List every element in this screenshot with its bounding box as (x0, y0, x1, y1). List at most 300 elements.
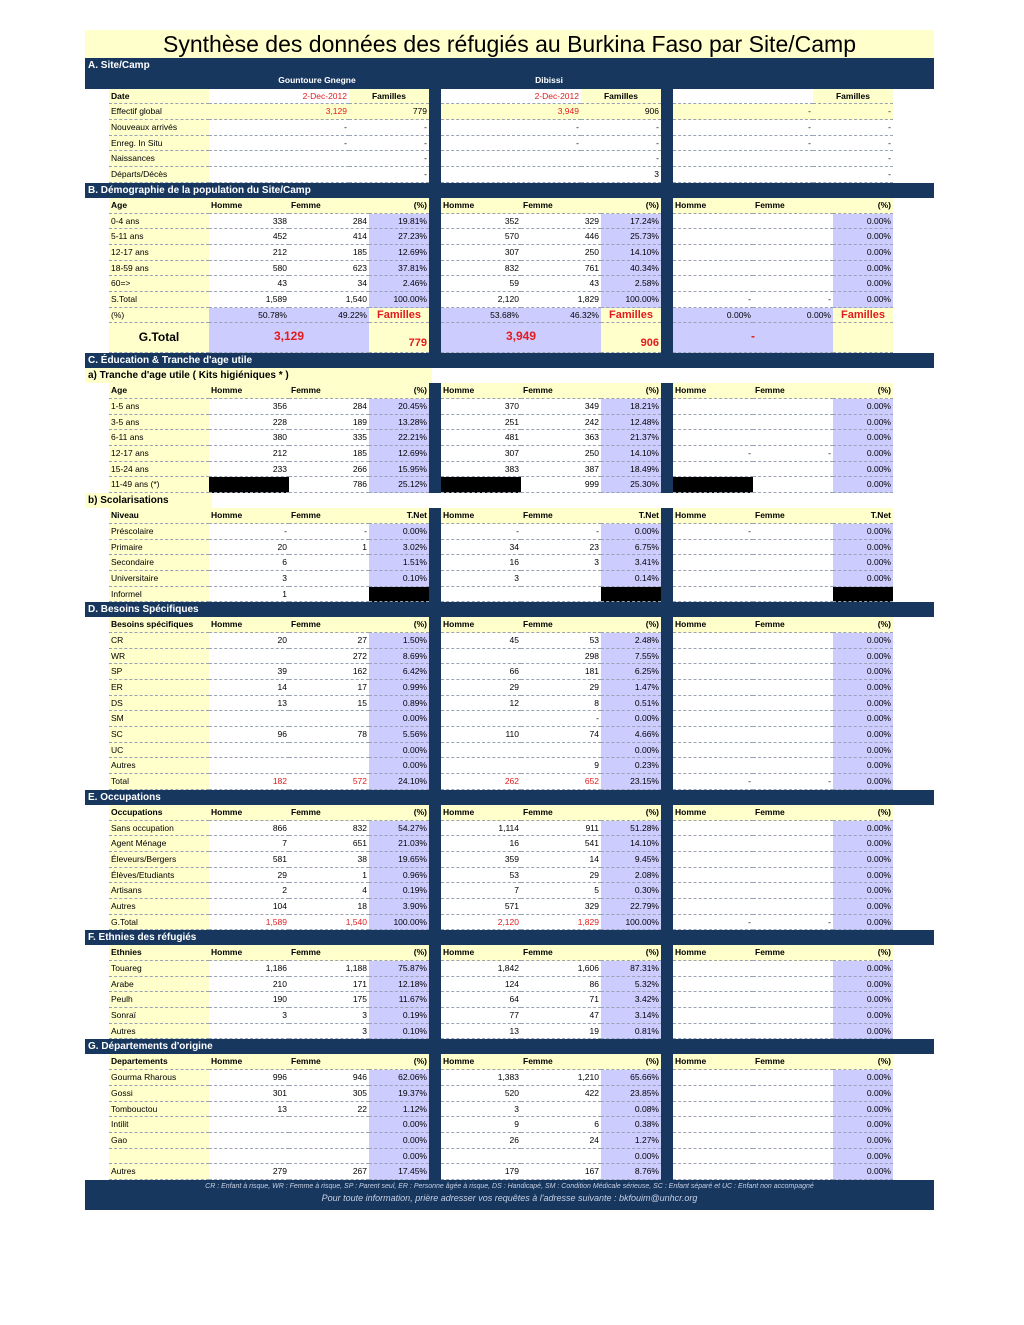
familles-total: 906 (601, 323, 661, 353)
homme-value (209, 711, 289, 727)
occup-row (85, 883, 934, 899)
femme-value (753, 961, 833, 977)
homme-value: 307 (441, 245, 521, 261)
homme-value: - (673, 774, 753, 790)
pct-value: 0.00% (833, 1164, 893, 1180)
pct-value: 0.51% (601, 696, 661, 712)
row-index (85, 587, 109, 603)
femme-value (753, 836, 833, 852)
homme-value: 2,120 (441, 292, 521, 308)
depts-row (85, 1164, 934, 1180)
femme-value: 46.32% (521, 308, 601, 324)
homme-value: 43 (209, 276, 289, 292)
pct-value: 0.00% (369, 1133, 429, 1149)
pct-value: 9.45% (601, 852, 661, 868)
homme-value (441, 587, 521, 603)
pct-value: 0.00% (833, 214, 893, 230)
homme-header: Homme (209, 945, 289, 961)
homme-value: 3 (441, 1102, 521, 1118)
row-index: 4) (87, 1010, 95, 1021)
row-index (85, 136, 109, 152)
homme-header: Homme (441, 945, 521, 961)
pct-value: 25.73% (601, 229, 661, 245)
trancheutile-row (85, 446, 934, 462)
homme-value (673, 1164, 753, 1180)
pct-value: 6.42% (369, 664, 429, 680)
footnote: CR : Enfant à risque, WR : Femme à risque, SP : Parent seul, ER : Personne âgée à risque, DS : Handicapé, SM : Condition Médicale sérieuse, SC : Enfant séparé et UC : Enfant non accompagné (85, 1180, 934, 1191)
femme-header: Femme (753, 617, 833, 633)
row-index (85, 1054, 109, 1070)
demo-row (85, 229, 934, 245)
pct-header: (%) (833, 1054, 893, 1070)
homme-value: 520 (441, 1086, 521, 1102)
pct-value: 0.00% (833, 649, 893, 665)
depts-row (85, 1102, 934, 1118)
familles-value: - (581, 136, 661, 152)
pct-value: 0.00% (833, 992, 893, 1008)
demo-row (85, 308, 934, 324)
homme-value: 383 (441, 462, 521, 478)
homme-value: 380 (209, 430, 289, 446)
pct-value: 4.66% (601, 727, 661, 743)
pct-value: 0.00% (369, 743, 429, 759)
homme-header: Homme (441, 617, 521, 633)
pct-value: Familles (369, 308, 429, 324)
sheet-content (85, 58, 934, 1180)
occup-header-row (85, 805, 934, 821)
demo-row (85, 214, 934, 230)
pct-value (833, 587, 893, 603)
femme-value (289, 711, 369, 727)
column-head: Niveau (109, 508, 209, 524)
row-label: Autres (109, 1024, 209, 1040)
site-value: - (441, 120, 581, 136)
homme-value (673, 649, 753, 665)
homme-value: 9 (441, 1117, 521, 1133)
homme-value (441, 758, 521, 774)
section-b-header: B. Démographie de la population du Site/Camp (85, 183, 934, 198)
homme-value: 39 (209, 664, 289, 680)
pct-value: 21.37% (601, 430, 661, 446)
femme-value: 651 (289, 836, 369, 852)
femme-value (753, 1149, 833, 1165)
subsection-a-header: a) Tranche d'age utile ( Kits higiéniques * ) (85, 368, 432, 383)
besoins-row (85, 680, 934, 696)
femme-header: Femme (753, 805, 833, 821)
homme-value: 96 (209, 727, 289, 743)
pct-value: 62.06% (369, 1070, 429, 1086)
pct-value: 1.51% (369, 555, 429, 571)
femme-value: 1,540 (289, 915, 369, 931)
homme-header: Homme (673, 945, 753, 961)
femme-value (753, 977, 833, 993)
homme-value (673, 758, 753, 774)
row-index: 2) (87, 1087, 95, 1098)
row-index (85, 524, 109, 540)
occup-row (85, 852, 934, 868)
homme-value: - (673, 446, 753, 462)
row-index (85, 540, 109, 556)
femme-value: 1,606 (521, 961, 601, 977)
homme-value (673, 399, 753, 415)
site-value: - (673, 104, 813, 120)
pct-value: 13.28% (369, 415, 429, 431)
femme-value (753, 899, 833, 915)
pct-value: 3.41% (601, 555, 661, 571)
site-value (441, 167, 581, 183)
homme-value: 1,114 (441, 821, 521, 837)
site-value: - (441, 136, 581, 152)
pct-value: 11.67% (369, 992, 429, 1008)
homme-header: Homme (209, 1054, 289, 1070)
femme-value: 74 (521, 727, 601, 743)
femme-value (753, 261, 833, 277)
pct-header: (%) (601, 198, 661, 214)
femme-header: Femme (753, 508, 833, 524)
femme-value (753, 992, 833, 1008)
row-label: DS (109, 696, 209, 712)
pct-header: (%) (601, 383, 661, 399)
row-index (85, 571, 109, 587)
homme-value: 370 (441, 399, 521, 415)
row-index: 1) (87, 963, 95, 973)
familles-value: - (813, 151, 893, 167)
pct-value: 25.12% (369, 477, 429, 493)
row-label: Autres (109, 1164, 209, 1180)
homme-value: 352 (441, 214, 521, 230)
femme-header: Femme (289, 1054, 369, 1070)
homme-value (441, 743, 521, 759)
pct-value: 0.00% (833, 1008, 893, 1024)
homme-value (673, 711, 753, 727)
row-label: 5-11 ans (109, 229, 209, 245)
homme-value: 356 (209, 399, 289, 415)
femme-value (753, 1133, 833, 1149)
homme-value (209, 1117, 289, 1133)
row-index: 8) (87, 744, 95, 755)
row-label: 60=> (109, 276, 209, 292)
pct-value: 14.10% (601, 836, 661, 852)
besoins-row (85, 774, 934, 790)
pct-value: 23.85% (601, 1086, 661, 1102)
femme-value: 250 (521, 446, 601, 462)
homme-value: 262 (441, 774, 521, 790)
row-label: 1-5 ans (109, 399, 209, 415)
row-index (85, 945, 109, 961)
homme-header: Homme (673, 617, 753, 633)
pct-value: 0.00% (833, 446, 893, 462)
row-label: 18-59 ans (109, 261, 209, 277)
pct-value: 0.00% (833, 758, 893, 774)
homme-value (673, 1008, 753, 1024)
femme-value (753, 696, 833, 712)
familles-header: Familles (581, 89, 661, 105)
pct-value: 0.38% (601, 1117, 661, 1133)
row-label: Primaire (109, 540, 209, 556)
homme-value: 34 (441, 540, 521, 556)
pct-value: 17.45% (369, 1164, 429, 1180)
row-index: 3) (87, 994, 95, 1005)
depts-row (85, 1086, 934, 1102)
homme-value (673, 430, 753, 446)
besoins-row (85, 633, 934, 649)
femme-value: 652 (521, 774, 601, 790)
pct-value: 0.00% (833, 836, 893, 852)
date-value: 2-Dec-2012 (209, 89, 349, 105)
homme-value: - (673, 292, 753, 308)
pct-value: 0.00% (833, 727, 893, 743)
femme-value: 1,829 (521, 292, 601, 308)
demo-row (85, 261, 934, 277)
row-index (85, 167, 109, 183)
homme-value (673, 1133, 753, 1149)
occup-row (85, 868, 934, 884)
homme-value: - (441, 524, 521, 540)
femme-header: Femme (753, 945, 833, 961)
homme-value: 29 (209, 868, 289, 884)
femme-header: Femme (289, 383, 369, 399)
pct-value: 51.28% (601, 821, 661, 837)
row-index: 5) (87, 1025, 95, 1036)
row-index (85, 774, 109, 790)
pct-value: 20.45% (369, 399, 429, 415)
row-index: 1) (87, 634, 95, 645)
column-head: Besoins spécifiques (109, 617, 209, 633)
homme-value (673, 229, 753, 245)
pct-header: T.Net (601, 508, 661, 524)
femme-value (289, 1133, 369, 1149)
familles-value: 906 (581, 104, 661, 120)
site-value: 3,129 (209, 104, 349, 120)
pct-value: 17.24% (601, 214, 661, 230)
pct-value: 0.00% (601, 743, 661, 759)
pct-value: 2.58% (601, 276, 661, 292)
demo-row (85, 292, 934, 308)
pct-value: 0.00% (833, 1070, 893, 1086)
pct-value (601, 587, 661, 603)
homme-value: 182 (209, 774, 289, 790)
homme-value: - (209, 524, 289, 540)
femme-value: 1 (289, 540, 369, 556)
pct-value: 0.10% (369, 571, 429, 587)
homme-value: 1,589 (209, 915, 289, 931)
femme-value (753, 1024, 833, 1040)
pct-value: 0.00% (833, 664, 893, 680)
row-label: Sonraï (109, 1008, 209, 1024)
site-value: - (209, 136, 349, 152)
homme-value: 13 (441, 1024, 521, 1040)
row-label: G.Total (109, 915, 209, 931)
column-head: Age (109, 383, 209, 399)
homme-value: 66 (441, 664, 521, 680)
femme-value: 19 (521, 1024, 601, 1040)
homme-value: 2 (209, 883, 289, 899)
row-label: Universitaire (109, 571, 209, 587)
pct-value: 22.79% (601, 899, 661, 915)
row-label: Naissances (109, 151, 209, 167)
femme-value: 8 (521, 696, 601, 712)
homme-value: 1 (209, 587, 289, 603)
homme-value: 16 (441, 836, 521, 852)
homme-value: 29 (441, 680, 521, 696)
femme-value: 387 (521, 462, 601, 478)
pct-value: 0.00% (833, 852, 893, 868)
pct-header: (%) (833, 945, 893, 961)
homme-value: 13 (209, 1102, 289, 1118)
gtotal-value: - (673, 323, 833, 353)
row-label: SM (109, 711, 209, 727)
pct-value: 0.00% (833, 711, 893, 727)
ethnies-row (85, 992, 934, 1008)
row-index (85, 276, 109, 292)
femme-header: Femme (521, 198, 601, 214)
depts-row (85, 1133, 934, 1149)
site-row (85, 120, 934, 136)
pct-value: 0.00% (833, 555, 893, 571)
homme-value: 481 (441, 430, 521, 446)
row-label: 12-17 ans (109, 446, 209, 462)
row-label: Préscolaire (109, 524, 209, 540)
pct-value: Familles (601, 308, 661, 324)
femme-value: 284 (289, 214, 369, 230)
femme-value (521, 1102, 601, 1118)
occup-row (85, 899, 934, 915)
homme-header: Homme (673, 1054, 753, 1070)
pct-value: 0.00% (833, 743, 893, 759)
homme-header: Homme (441, 383, 521, 399)
femme-value: 29 (521, 680, 601, 696)
pct-value: 0.81% (601, 1024, 661, 1040)
homme-value: 251 (441, 415, 521, 431)
familles-value: - (349, 120, 429, 136)
row-label: Élèves/Etudiants (109, 868, 209, 884)
homme-value: 0.00% (673, 308, 753, 324)
site-value (673, 167, 813, 183)
pct-value: 0.23% (601, 758, 661, 774)
pct-value: 2.48% (601, 633, 661, 649)
pct-value: 100.00% (601, 292, 661, 308)
column-head: Ethnies (109, 945, 209, 961)
section-g-header: G. Départements d'origine (85, 1039, 934, 1054)
femme-value: 22 (289, 1102, 369, 1118)
pct-value: 0.00% (833, 1117, 893, 1133)
row-index (85, 508, 109, 524)
femme-value: 623 (289, 261, 369, 277)
femme-value (289, 571, 369, 587)
row-label: Enreg. In Situ (109, 136, 209, 152)
femme-header: Femme (289, 805, 369, 821)
femme-value: 284 (289, 399, 369, 415)
besoins-row (85, 696, 934, 712)
homme-value: 580 (209, 261, 289, 277)
row-index (85, 198, 109, 214)
row-label: 3-5 ans (109, 415, 209, 431)
pct-header: (%) (369, 383, 429, 399)
femme-value: 24 (521, 1133, 601, 1149)
homme-value (441, 477, 521, 493)
pct-value: 65.66% (601, 1070, 661, 1086)
pct-header: (%) (833, 805, 893, 821)
homme-value: 20 (209, 540, 289, 556)
femme-header: Femme (521, 383, 601, 399)
homme-value (673, 540, 753, 556)
homme-value (673, 836, 753, 852)
besoins-row (85, 758, 934, 774)
homme-value: 359 (441, 852, 521, 868)
pct-value: 0.30% (601, 883, 661, 899)
femme-value: 23 (521, 540, 601, 556)
homme-value: 26 (441, 1133, 521, 1149)
femme-value: 185 (289, 245, 369, 261)
pct-value: 14.10% (601, 245, 661, 261)
homme-value: 279 (209, 1164, 289, 1180)
pct-value: 3.42% (601, 992, 661, 1008)
homme-value: 3 (441, 571, 521, 587)
row-index: 4) (87, 869, 95, 880)
homme-value: 64 (441, 992, 521, 1008)
row-label: 0-4 ans (109, 214, 209, 230)
pct-value: 19.65% (369, 852, 429, 868)
homme-value: 233 (209, 462, 289, 478)
pct-value: 37.81% (369, 261, 429, 277)
pct-value: 24.10% (369, 774, 429, 790)
row-label: 11-49 ans (*) (109, 477, 209, 493)
femme-value (753, 758, 833, 774)
site-value: - (673, 120, 813, 136)
row-label: Gao (109, 1133, 209, 1149)
femme-value: 446 (521, 229, 601, 245)
femme-value (753, 555, 833, 571)
homme-value: 45 (441, 633, 521, 649)
femme-header: Femme (521, 1054, 601, 1070)
pct-value: 21.03% (369, 836, 429, 852)
occup-row (85, 821, 934, 837)
besoins-row (85, 711, 934, 727)
homme-value (673, 992, 753, 1008)
row-label: 15-24 ans (109, 462, 209, 478)
femme-header: Femme (289, 198, 369, 214)
homme-value: 53 (441, 868, 521, 884)
pct-header: (%) (601, 805, 661, 821)
demo-header-row (85, 198, 934, 214)
row-index (85, 151, 109, 167)
familles-header: Familles (813, 89, 893, 105)
row-label: Gourma Rharous (109, 1070, 209, 1086)
homme-value (673, 261, 753, 277)
row-index (85, 415, 109, 431)
besoins-header-row (85, 617, 934, 633)
familles-value: - (813, 120, 893, 136)
pct-value: 0.00% (601, 524, 661, 540)
trancheutile-row (85, 399, 934, 415)
femme-value: 3 (521, 555, 601, 571)
familles-value: - (349, 167, 429, 183)
pct-value: 1.12% (369, 1102, 429, 1118)
pct-value: 0.00% (833, 868, 893, 884)
trancheutile-row (85, 477, 934, 493)
row-index (85, 104, 109, 120)
pct-value (369, 587, 429, 603)
homme-value (209, 1133, 289, 1149)
pct-value: 5.32% (601, 977, 661, 993)
pct-value: 15.95% (369, 462, 429, 478)
pct-header: (%) (369, 198, 429, 214)
pct-value: 0.99% (369, 680, 429, 696)
section-c-header: C. Éducation & Tranche d'age utile (85, 353, 934, 368)
ethnies-row (85, 977, 934, 993)
homme-value (209, 477, 289, 493)
ethnies-row (85, 1024, 934, 1040)
